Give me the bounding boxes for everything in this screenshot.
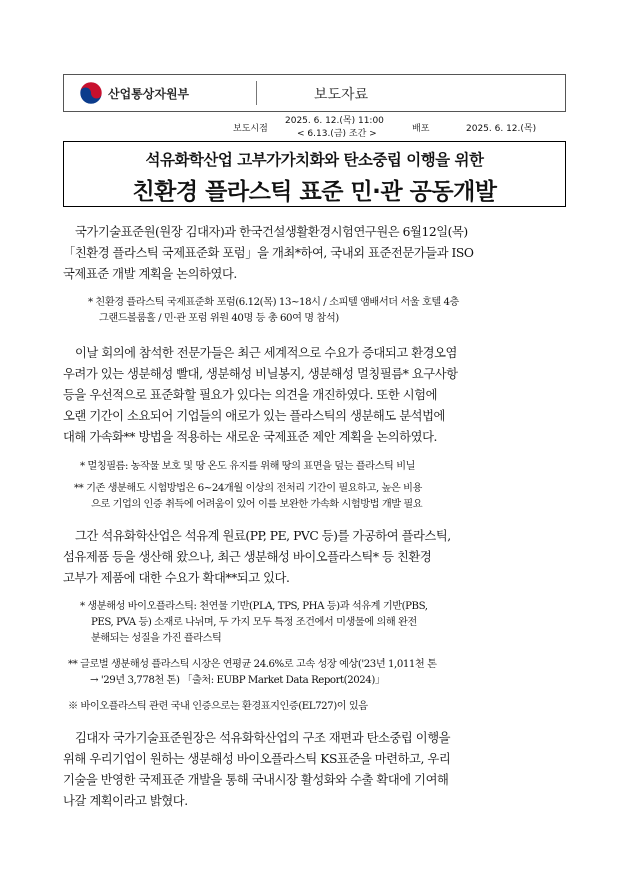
taegeuk-emblem-icon [79,81,103,105]
paragraph-line: 이날 회의에 참석한 전문가들은 최근 세계적으로 수요가 증대되고 환경오염 [75,346,457,360]
paragraph-line: 고부가 제품에 대한 수요가 확대**되고 있다. [63,571,290,585]
note-line: 그랜드볼룸홀 / 민·관 포럼 위원 40명 등 총 60여 명 참석) [99,313,339,324]
note-line: ** 기존 생분해도 시험방법은 6~24개월 이상의 전처리 기간이 필요하고, 높은 비용 [74,483,422,494]
note-line: * 친환경 플라스틱 국제표준화 포럼(6.12(목) 13~18시 / 소피텔 앰배서더 서울 호텔 4층 [88,297,459,308]
paragraph-line: 김대자 국가기술표준원장은 석유화학산업의 구조 재편과 탄소중립 이행을 [75,731,451,745]
paragraph-3 [63,526,570,589]
ministry-logo [79,81,189,105]
main-title: 친환경 플라스틱 표준 민·관 공동개발 [132,179,497,205]
footnote-certification [68,699,368,715]
note-line: → '29년 3,778천 톤) 「출처: EUBP Market Data Report(2024)」 [90,675,385,686]
ministry-name: 산업통상자원부 [108,86,190,101]
footnote-forum [88,295,459,327]
footnote-market [68,657,436,689]
paragraph-line: 국제표준 개발 계획을 논의하였다. [63,267,237,281]
paragraph-4 [63,728,570,812]
embargo-note: < 6.13.(금) 조간 > [297,129,377,139]
paragraph-2 [63,343,570,448]
note-line: * 멀칭필름: 농작물 보호 및 땅 온도 유지를 위해 땅의 표면을 덮는 플라스틱 비닐 [80,461,415,472]
paragraph-line: 대해 가속화** 방법을 적용하는 새로운 국제표준 제안 계획을 논의하였다. [63,430,437,444]
header-box [63,74,566,112]
footnote-bioplastic [80,599,428,647]
subtitle: 석유화학산업 고부가가치화와 탄소중립 이행을 위한 [145,151,484,169]
paragraph-line: 국가기술표준원(원장 김대자)과 한국건설생활환경시험연구원은 6월12일(목) [75,225,468,239]
paragraph-line: 「친환경 플라스틱 국제표준화 포럼」을 개최*하여, 국내외 표준전문가들과 ISO [63,246,474,260]
footnote-mulching [80,459,415,475]
note-line: * 생분해성 바이오플라스틱: 천연물 기반(PLA, TPS, PHA 등)과 석유계 기반(PBS, [80,601,428,612]
paragraph-line: 그간 석유화학산업은 석유계 원료(PP, PE, PVC 등)를 가공하여 플라스틱, [75,529,451,543]
paragraph-1 [63,222,570,285]
title-box [63,141,566,207]
paragraph-line: 오랜 기간이 소요되어 기업들의 애로가 있는 플라스틱의 생분해도 분석법에 [63,409,445,423]
press-release-label: 보도자료 [314,87,369,103]
note-line: 분해되는 성질을 가진 플라스틱 [91,633,222,644]
paragraph-line: 등을 우선적으로 표준화할 필요가 있다는 의견을 개진하였다. 또한 시험에 [63,388,437,402]
header-divider [256,81,257,105]
embargo-label: 보도시점 [233,124,268,134]
paragraph-line: 위해 우리기업이 원하는 생분해성 바이오플라스틱 KS표준을 마련하고, 우리 [63,752,451,766]
note-line: ※ 바이오플라스틱 관련 국내 인증으로는 환경표지인증(EL727)이 있음 [68,701,368,712]
note-line: 으로 기업의 인증 취득에 어려움이 있어 이를 보완한 가속화 시험방법 개발 필요 [91,499,423,510]
paragraph-line: 기술을 반영한 국제표준 개발을 통해 국내시장 활성화와 수출 확대에 기여해 [63,773,449,787]
note-line: ** 글로벌 생분해성 플라스틱 시장은 연평균 24.6%로 고속 성장 예상('23년 1,011천 톤 [68,659,437,670]
distribution-value: 2025. 6. 12.(목) [466,124,537,134]
paragraph-line: 섬유제품 등을 생산해 왔으나, 최근 생분해성 바이오플라스틱* 등 친환경 [63,550,432,564]
note-line: PES, PVA 등) 소재로 나뉘며, 두 가지 모두 특정 조건에서 미생물에 의해 완전 [91,617,417,628]
paragraph-line: 나갈 계획이라고 밝혔다. [63,794,188,808]
distribution-label: 배포 [412,124,430,134]
embargo-value: 2025. 6. 12.(목) 11:00 [285,116,384,126]
footnote-acceleration [74,481,422,513]
paragraph-line: 우려가 있는 생분해성 빨대, 생분해성 비닐봉지, 생분해성 멀칭필름* 요구사항 [63,367,458,381]
